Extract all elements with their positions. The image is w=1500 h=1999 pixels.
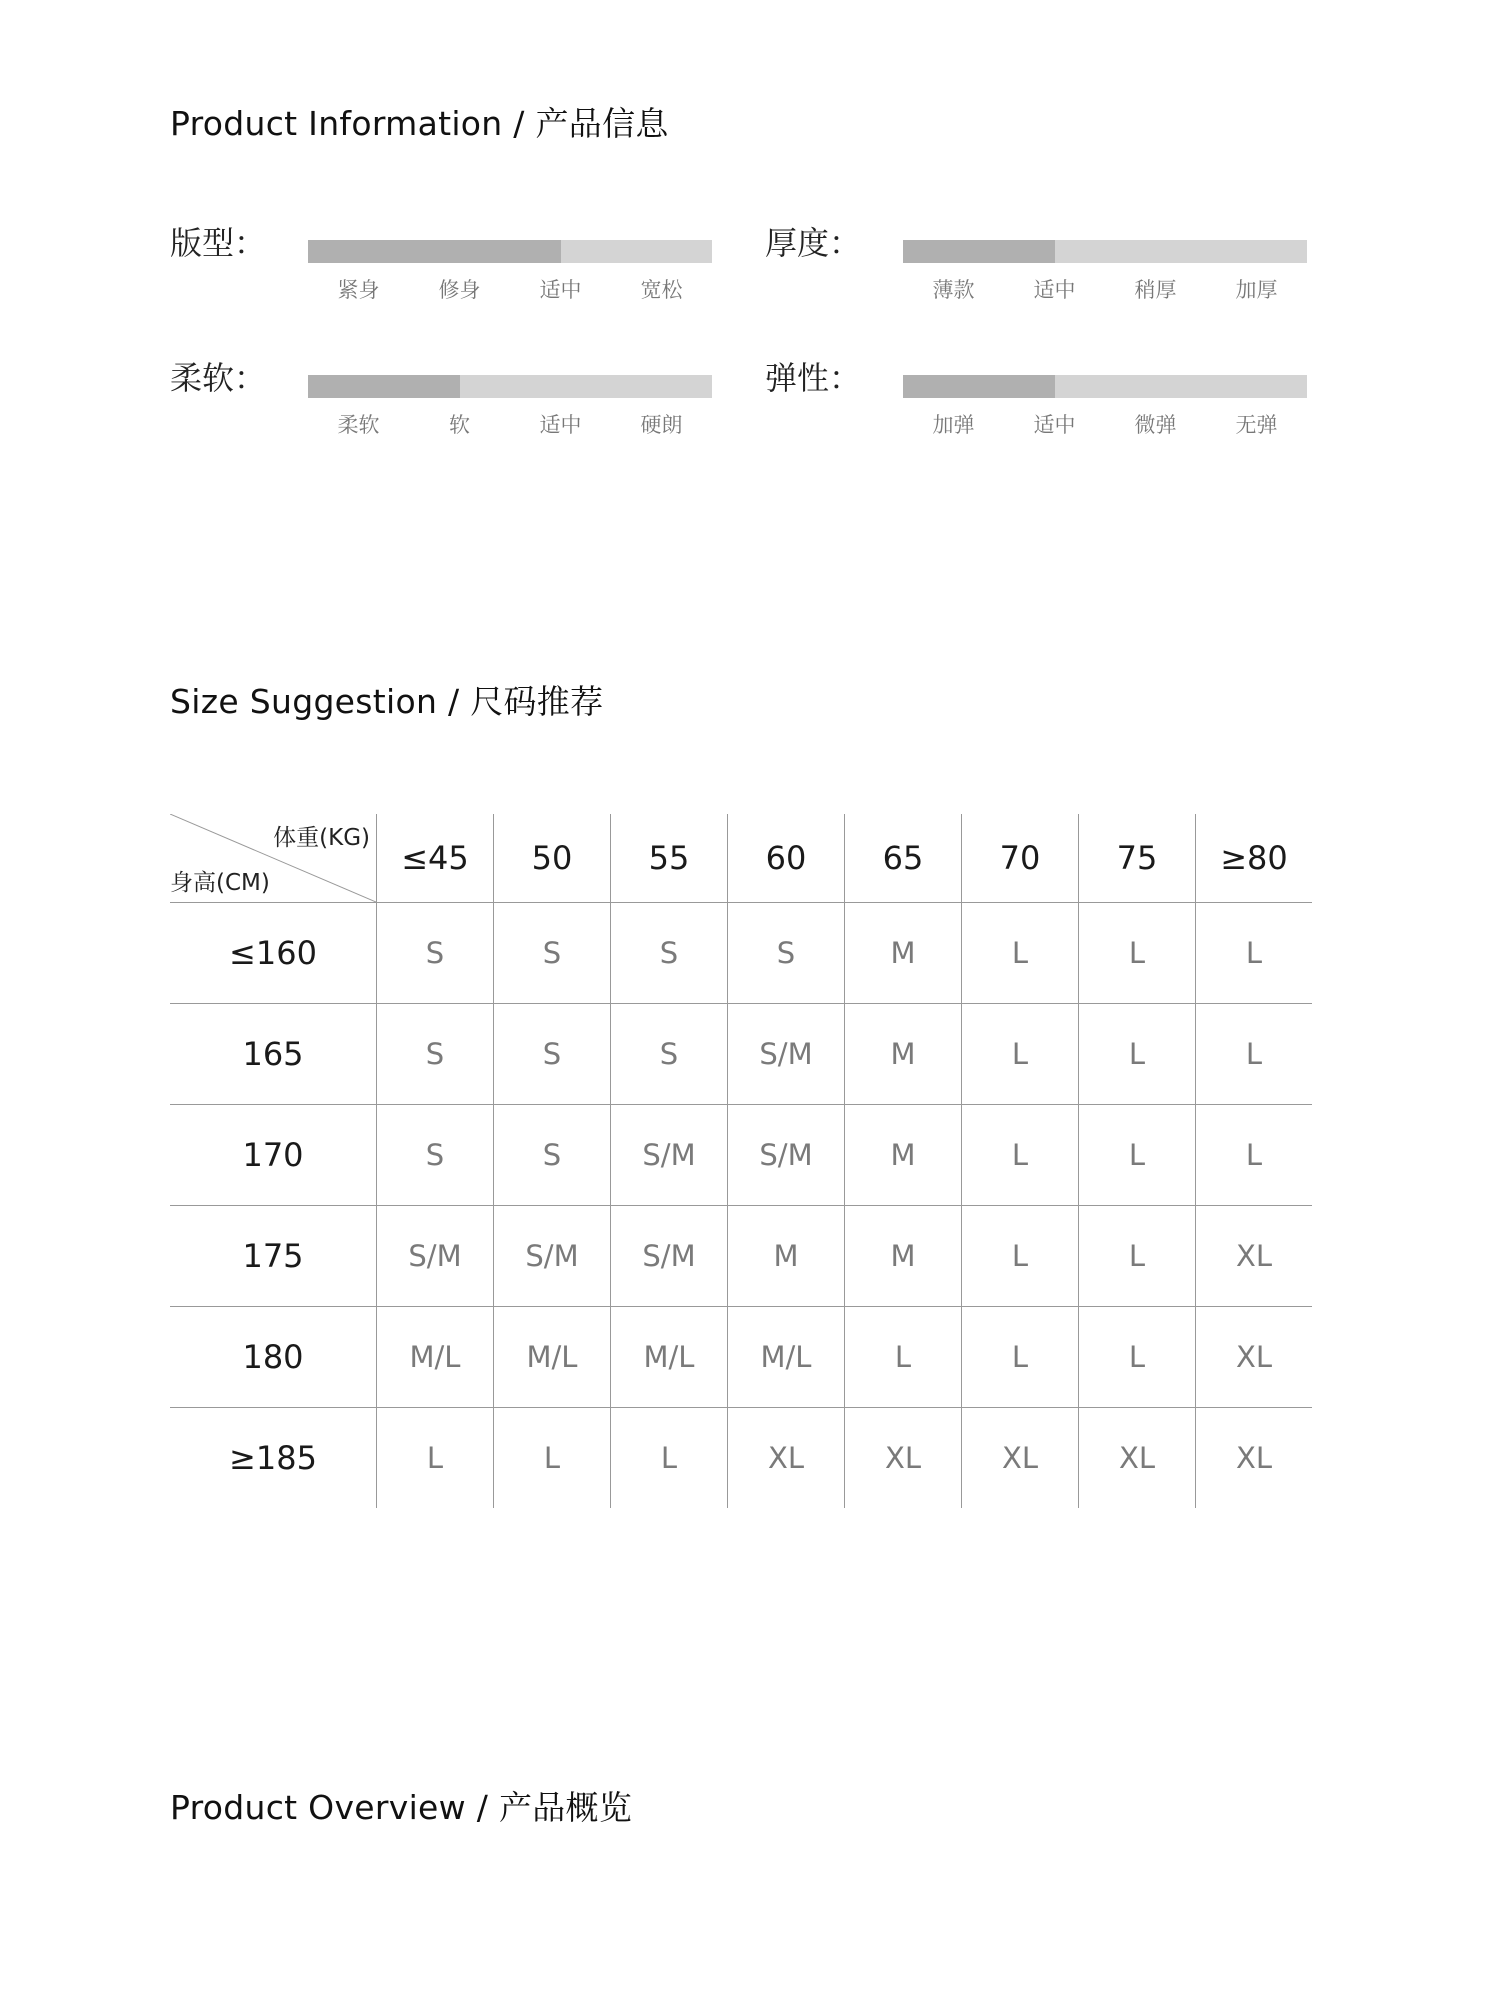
height-row-header: ≤160 bbox=[170, 903, 377, 1004]
attribute-option: 硬朗 bbox=[640, 413, 683, 437]
size-cell: L bbox=[962, 1206, 1079, 1307]
size-cell: L bbox=[1196, 903, 1313, 1004]
attribute-option: 薄款 bbox=[932, 278, 975, 302]
size-cell: S bbox=[611, 903, 728, 1004]
size-cell: L bbox=[611, 1408, 728, 1509]
size-cell: L bbox=[377, 1408, 494, 1509]
weight-column-header: 60 bbox=[728, 814, 845, 903]
table-row bbox=[170, 903, 1312, 1004]
attribute-options bbox=[308, 274, 712, 304]
size-cell: S bbox=[494, 1004, 611, 1105]
size-cell: XL bbox=[1196, 1408, 1313, 1509]
size-cell: L bbox=[1079, 1105, 1196, 1206]
size-cell: L bbox=[845, 1307, 962, 1408]
attribute-label: 弹性： bbox=[765, 359, 862, 397]
size-cell: S/M bbox=[728, 1105, 845, 1206]
size-cell: XL bbox=[728, 1408, 845, 1509]
attribute-label: 版型： bbox=[170, 224, 267, 262]
size-cell: S/M bbox=[728, 1004, 845, 1105]
size-cell: M/L bbox=[611, 1307, 728, 1408]
attribute-option: 微弹 bbox=[1134, 413, 1177, 437]
weight-column-header: ≥80 bbox=[1196, 814, 1313, 903]
size-cell: L bbox=[1196, 1004, 1313, 1105]
size-cell: M bbox=[845, 1004, 962, 1105]
size-cell: S/M bbox=[611, 1206, 728, 1307]
size-cell: L bbox=[962, 1105, 1079, 1206]
table-row bbox=[170, 1105, 1312, 1206]
attribute-scale-fill bbox=[308, 375, 460, 398]
attribute-option: 修身 bbox=[438, 278, 481, 302]
height-axis-label: 身高(CM) bbox=[170, 870, 270, 896]
height-row-header: 165 bbox=[170, 1004, 377, 1105]
weight-column-header: 75 bbox=[1079, 814, 1196, 903]
height-row-header: 170 bbox=[170, 1105, 377, 1206]
attribute-option: 适中 bbox=[1033, 413, 1076, 437]
attribute-scale-fill bbox=[903, 375, 1055, 398]
weight-axis-label: 体重(KG) bbox=[273, 825, 370, 851]
table-row bbox=[170, 1206, 1312, 1307]
size-cell: XL bbox=[1079, 1408, 1196, 1509]
attribute-scale-bar bbox=[308, 240, 712, 263]
attribute-scale-bar bbox=[903, 375, 1307, 398]
size-chart-table bbox=[170, 814, 1312, 1508]
softness-attribute bbox=[170, 353, 740, 463]
product-overview-title: Product Overview / 产品概览 bbox=[170, 1788, 633, 1827]
size-cell: S bbox=[377, 903, 494, 1004]
size-cell: S/M bbox=[494, 1206, 611, 1307]
size-cell: S bbox=[728, 903, 845, 1004]
attribute-label: 柔软： bbox=[170, 359, 267, 397]
size-cell: L bbox=[1079, 1307, 1196, 1408]
attribute-option: 紧身 bbox=[337, 278, 380, 302]
attribute-options bbox=[308, 409, 712, 439]
size-cell: L bbox=[1079, 903, 1196, 1004]
size-cell: L bbox=[1079, 1004, 1196, 1105]
size-cell: L bbox=[1196, 1105, 1313, 1206]
weight-column-header: ≤45 bbox=[377, 814, 494, 903]
attribute-option: 柔软 bbox=[337, 413, 380, 437]
weight-column-header: 55 bbox=[611, 814, 728, 903]
weight-header-row bbox=[170, 814, 1312, 903]
attribute-option: 加厚 bbox=[1235, 278, 1278, 302]
size-cell: S/M bbox=[377, 1206, 494, 1307]
product-information-title: Product Information / 产品信息 bbox=[170, 104, 669, 143]
attribute-scale-bar bbox=[308, 375, 712, 398]
size-suggestion-title: Size Suggestion / 尺码推荐 bbox=[170, 682, 604, 721]
size-cell: S bbox=[377, 1004, 494, 1105]
attribute-option: 软 bbox=[449, 413, 470, 437]
size-cell: S bbox=[494, 1105, 611, 1206]
weight-column-header: 50 bbox=[494, 814, 611, 903]
table-row bbox=[170, 1408, 1312, 1509]
attribute-option: 加弹 bbox=[932, 413, 975, 437]
size-cell: S/M bbox=[611, 1105, 728, 1206]
attribute-scale-fill bbox=[308, 240, 561, 263]
size-cell: L bbox=[962, 1004, 1079, 1105]
height-row-header: 175 bbox=[170, 1206, 377, 1307]
size-cell: L bbox=[962, 903, 1079, 1004]
size-cell: XL bbox=[962, 1408, 1079, 1509]
size-cell: M/L bbox=[728, 1307, 845, 1408]
attribute-options bbox=[903, 409, 1307, 439]
height-row-header: 180 bbox=[170, 1307, 377, 1408]
size-cell: L bbox=[962, 1307, 1079, 1408]
size-cell: S bbox=[377, 1105, 494, 1206]
attribute-options bbox=[903, 274, 1307, 304]
size-cell: L bbox=[1079, 1206, 1196, 1307]
attribute-scale-fill bbox=[903, 240, 1055, 263]
size-cell: M/L bbox=[494, 1307, 611, 1408]
attribute-option: 宽松 bbox=[640, 278, 683, 302]
elasticity-attribute bbox=[765, 353, 1335, 463]
size-cell: XL bbox=[845, 1408, 962, 1509]
thickness-attribute bbox=[765, 218, 1335, 328]
table-row bbox=[170, 1004, 1312, 1105]
attribute-option: 无弹 bbox=[1235, 413, 1278, 437]
attribute-option: 稍厚 bbox=[1134, 278, 1177, 302]
size-cell: XL bbox=[1196, 1307, 1313, 1408]
attribute-option: 适中 bbox=[539, 413, 582, 437]
size-cell: S bbox=[611, 1004, 728, 1105]
attribute-option: 适中 bbox=[1033, 278, 1076, 302]
size-cell: XL bbox=[1196, 1206, 1313, 1307]
size-cell: L bbox=[494, 1408, 611, 1509]
table-row bbox=[170, 1307, 1312, 1408]
table-corner-header bbox=[170, 814, 377, 903]
size-cell: M bbox=[728, 1206, 845, 1307]
attribute-scale-bar bbox=[903, 240, 1307, 263]
weight-column-header: 70 bbox=[962, 814, 1079, 903]
size-cell: M/L bbox=[377, 1307, 494, 1408]
size-cell: M bbox=[845, 1105, 962, 1206]
weight-column-header: 65 bbox=[845, 814, 962, 903]
fit-attribute bbox=[170, 218, 740, 328]
size-cell: S bbox=[494, 903, 611, 1004]
height-row-header: ≥185 bbox=[229, 1439, 317, 1477]
attribute-label: 厚度： bbox=[765, 224, 862, 262]
attribute-option: 适中 bbox=[539, 278, 582, 302]
size-cell: M bbox=[845, 903, 962, 1004]
size-cell: M bbox=[845, 1206, 962, 1307]
